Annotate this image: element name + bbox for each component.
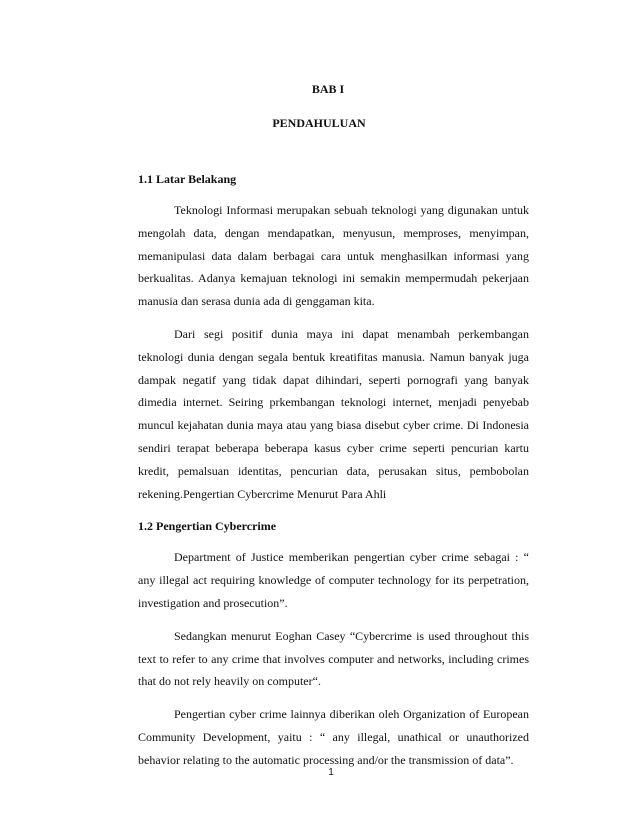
chapter-number: BAB I	[311, 82, 345, 96]
page-number: 1	[328, 767, 334, 778]
paragraph: Sedangkan menurut Eoghan Casey “Cybercrime is used throughout this text to refer to any crime that involves computer and networks, including crimes that do not rely heavily on computer“.	[138, 628, 529, 689]
section-heading: 1.1 Latar Belakang	[138, 172, 237, 186]
section-pengertian-cybercrime	[138, 515, 529, 771]
section-latar-belakang	[138, 168, 529, 505]
chapter-title: PENDAHULUAN	[272, 116, 366, 130]
paragraph: Pengertian cyber crime lainnya diberikan oleh Organization of European Community Development, yaitu : “ any illegal, unathical or unauthorized behavior relating to the automatic processing and/or the transmission of data”.	[138, 707, 529, 767]
section-heading: 1.2 Pengertian Cybercrime	[138, 519, 277, 534]
paragraph: Dari segi positif dunia maya ini dapat menambah perkembangan teknologi dunia dengan segala bentuk kreatifitas manusia. Namun banyak juga dampak negatif yang tidak dapat dihindari, seperti pornografi yang banyak dimedia internet. Seiring prkembangan teknologi internet, menjadi penyebab muncul kejahatan dunia maya atau yang biasa disebut cyber crime. Di Indonesia sendiri terapat beberapa beberapa kasus cyber crime seperti pencurian kartu kredit, pemalsuan identitas, pencurian data, perusakan situs, pembobolan rekening.Pengertian Cybercrime Menurut Para Ahli	[138, 326, 529, 501]
paragraph: Teknologi Informasi merupakan sebuah teknologi yang digunakan untuk mengolah data, dengan mendapatkan, menyusun, memproses, menyimpan, memanipulasi data dalam berbagai cara untuk menghasilkan informasi yang berkualitas. Adanya kemajuan teknologi ini semakin mempermudah pekerjaan manusia dan serasa dunia ada di genggaman kita.	[138, 203, 529, 309]
document-body	[138, 168, 529, 772]
paragraph: Department of Justice memberikan pengertian cyber crime sebagai : “ any illegal act requiring knowledge of computer technology for its perpetration, investigation and prosecution”.	[138, 550, 529, 610]
